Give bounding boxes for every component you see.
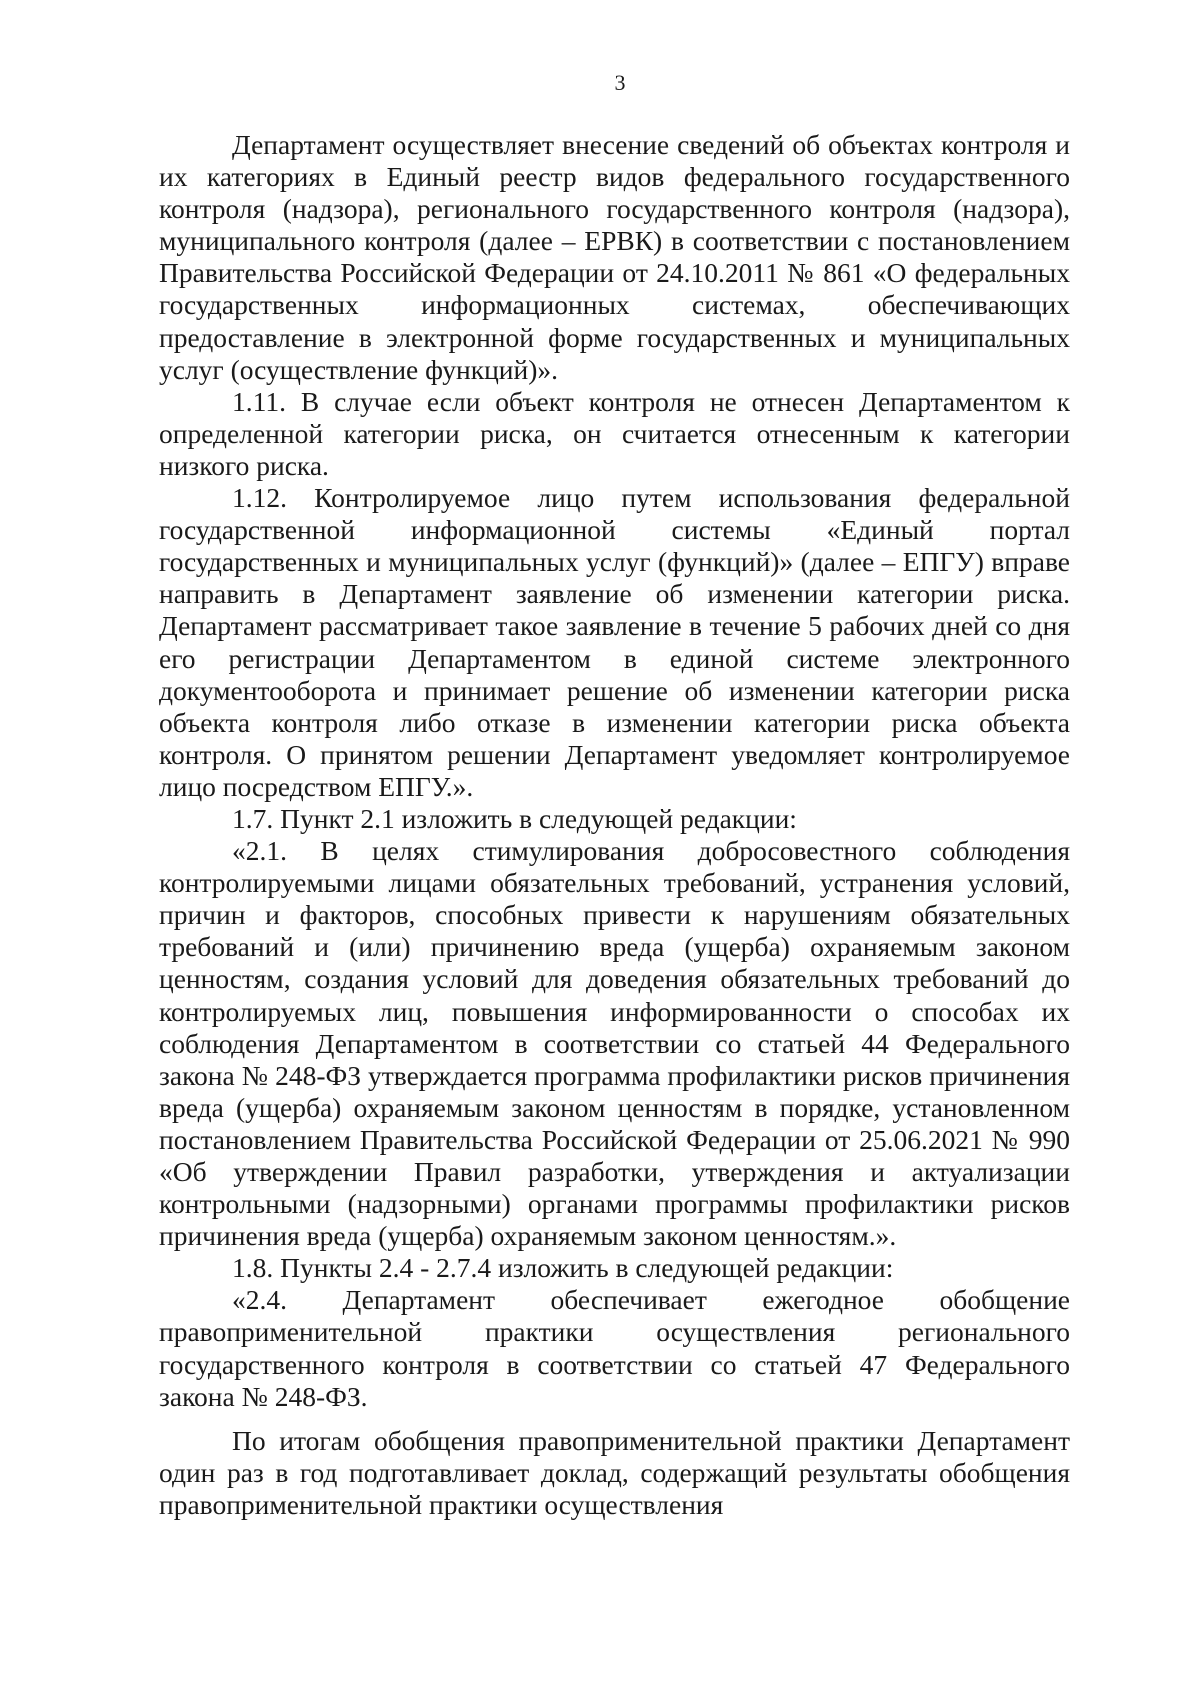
page-number: 3 <box>614 70 626 95</box>
document-body <box>159 129 1070 1521</box>
paragraph-2-1: «2.1. В целях стимулирования добросовестного соблюдения контролируемыми лицами обязательных требований, устранения условий, причин и факторов, способных привести к нарушениям обязательных требований и (или) причинению вреда (ущерба) охраняемым законом ценностям, создания условий для доведения обязательных требований до контролируемых лиц, повышения информированности о способах их соблюдения Департаментом в соответствии со статьей 44 Федерального закона № 248-ФЗ утверждается программа профилактики рисков причинения вреда (ущерба) охраняемым законом ценностям в порядке, установленном постановлением Правительства Российской Федерации от 25.06.2021 № 990 «Об утверждении Правил разработки, утверждения и актуализации контрольными (надзорными) органами программы профилактики рисков причинения вреда (ущерба) охраняемым законом ценностям.». <box>159 835 1070 1252</box>
paragraph-1-8: 1.8. Пункты 2.4 - 2.7.4 изложить в следующей редакции: <box>232 1252 894 1284</box>
paragraph-1-7: 1.7. Пункт 2.1 изложить в следующей редакции: <box>232 802 797 834</box>
paragraph-1-11: 1.11. В случае если объект контроля не отнесен Департаментом к определенной категории риска, он считается отнесенным к категории низкого риска. <box>159 385 1070 481</box>
paragraph-2-4: «2.4. Департамент обеспечивает ежегодное обобщение правоприменительной практики осуществления регионального государственного контроля в соответствии со статьей 47 Федерального закона № 248-ФЗ. <box>159 1284 1070 1412</box>
paragraph-ervk-registry: Департамент осуществляет внесение сведений об объектах контроля и их категориях в Единый реестр видов федерального государственного контроля (надзора), регионального государственного контроля (надзора), муниципального контроля (далее – ЕРВК) в соответствии с постановлением Правительства Российской Федерации от 24.10.2011 № 861 «О федеральных государственных информационных системах, обеспечивающих предоставление в электронной форме государственных и муниципальных услуг (осуществление функций)». <box>159 129 1070 385</box>
paragraph-report: По итогам обобщения правоприменительной практики Департамент один раз в год подготавливает доклад, содержащий результаты обобщения правоприменительной практики осуществления <box>159 1424 1070 1520</box>
paragraph-1-12: 1.12. Контролируемое лицо путем использования федеральной государственной информационной системы «Единый портал государственных и муниципальных услуг (функций)» (далее – ЕПГУ) вправе направить в Департамент заявление об изменении категории риска. Департамент рассматривает такое заявление в течение 5 рабочих дней со дня его регистрации Департаментом в единой системе электронного документооборота и принимает решение об изменении категории риска объекта контроля либо отказе в изменении категории риска объекта контроля. О принятом решении Департамент уведомляет контролируемое лицо посредством ЕПГУ.». <box>159 482 1070 802</box>
